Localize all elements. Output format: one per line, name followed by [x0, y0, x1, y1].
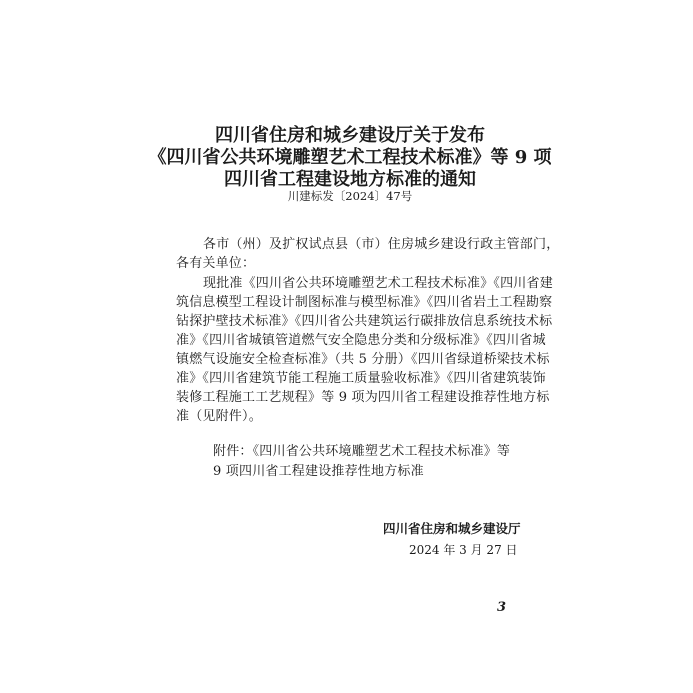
title-line-2: 《四川省公共环境雕塑艺术工程技术标准》等 9 项: [148, 147, 552, 168]
salutation-line-1: 各市（州）及扩权试点县（市）住房城乡建设行政主管部门，: [203, 237, 560, 252]
body-line: 准》《四川省建筑节能工程施工质量验收标准》《四川省建筑装饰: [176, 371, 546, 386]
issuer-name: 四川省住房和城乡建设厅: [383, 521, 521, 536]
salutation-line-2: 各有关单位：: [176, 256, 256, 271]
body-line: 准（见附件）。: [176, 409, 262, 424]
page-number: 3: [497, 600, 507, 615]
title-line-3: 四川省工程建设地方标准的通知: [224, 169, 476, 190]
document-number: 川建标发〔2024〕47号: [287, 189, 413, 203]
title-line-1: 四川省住房和城乡建设厅关于发布: [215, 125, 485, 146]
body-line: 筑信息模型工程设计制图标准与模型标准》《四川省岩土工程勘察: [176, 295, 553, 310]
body-line: 钻探护壁技术标准》《四川省公共建筑运行碳排放信息系统技术标: [176, 314, 553, 329]
issue-date: 2024 年 3 月 27 日: [409, 543, 518, 557]
attachment-line-1: 附件：《四川省公共环境雕塑艺术工程技术标准》等: [213, 444, 511, 459]
body-line: 准》《四川省城镇管道燃气安全隐患分类和分级标准》《四川省城: [176, 333, 546, 348]
body-line: 镇燃气设施安全检查标准》（共 5 分册）《四川省绿道桥梁技术标: [176, 352, 550, 367]
attachment-line-2: 9 项四川省工程建设推荐性地方标准: [213, 464, 424, 479]
body-line: 现批准《四川省公共环境雕塑艺术工程技术标准》《四川省建: [203, 276, 553, 291]
body-line: 装修工程施工工艺规程》等 9 项为四川省工程建设推荐性地方标: [176, 390, 550, 405]
